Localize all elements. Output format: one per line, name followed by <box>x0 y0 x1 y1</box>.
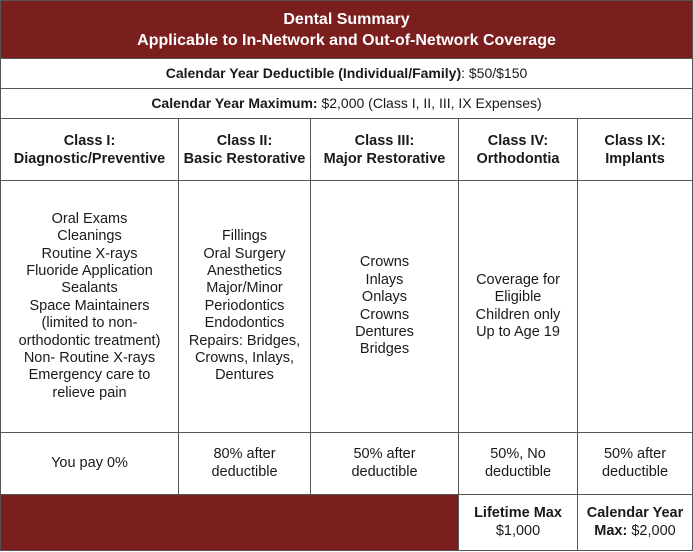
list-item: deductible <box>211 463 278 480</box>
class-header <box>459 119 578 181</box>
services-cell <box>179 181 311 433</box>
services-row <box>1 181 693 433</box>
list-item: (limited to non- <box>41 315 138 332</box>
deductible-separator: : <box>461 64 465 81</box>
services-cell <box>578 181 693 433</box>
table-title <box>1 1 693 59</box>
list-item: Eligible <box>494 289 542 306</box>
list-item: Crowns, Inlays, <box>194 350 295 367</box>
lifetime-max-label: Lifetime Max <box>474 505 562 522</box>
list-item: Non- Routine X-rays <box>23 350 156 367</box>
list-item: You pay 0% <box>51 454 128 471</box>
list-item: Bridges <box>359 341 410 358</box>
list-item: orthodontic treatment) <box>18 332 161 349</box>
services-cell <box>311 181 459 433</box>
list-item: 50% after <box>353 446 416 463</box>
list-item: deductible <box>601 463 669 480</box>
class-header <box>1 119 179 181</box>
title-line-1: Dental Summary <box>283 10 410 28</box>
list-item: Inlays <box>365 271 404 288</box>
class-desc: Implants <box>605 150 665 167</box>
title-line-2: Applicable to In-Network and Out-of-Network Coverage <box>137 31 556 49</box>
list-item: Emergency care to <box>28 367 151 384</box>
class-name: Class I: <box>63 132 116 149</box>
lifetime-max-cell <box>459 495 578 551</box>
class-desc: Orthodontia <box>476 150 560 167</box>
list-item: Oral Surgery <box>203 245 286 262</box>
list-item: Crowns <box>359 306 410 323</box>
list-item: Dentures <box>215 367 274 384</box>
list-item: Up to Age 19 <box>476 323 560 340</box>
list-item: Periodontics <box>204 297 285 314</box>
coverage-cell <box>179 433 311 495</box>
class-desc: Major Restorative <box>323 150 446 167</box>
list-item: 50%, No <box>490 446 546 463</box>
calendar-year-max-cell <box>578 495 693 551</box>
list-item: Sealants <box>61 280 118 297</box>
class-name: Class II: <box>216 132 273 149</box>
coverage-cell <box>578 433 693 495</box>
deductible-label: Calendar Year Deductible (Individual/Family) <box>165 64 462 81</box>
class-header <box>311 119 459 181</box>
list-item: Routine X-rays <box>41 245 138 262</box>
list-item: deductible <box>351 463 418 480</box>
maximum-row <box>1 89 693 119</box>
lifetime-max-value: $1,000 <box>495 522 541 539</box>
list-item: Crowns <box>359 254 410 271</box>
list-item: Children only <box>475 306 561 323</box>
coverage-cell <box>311 433 459 495</box>
list-item: Repairs: Bridges, <box>188 332 301 349</box>
class-name: Class IX: <box>604 132 666 149</box>
class-name: Class III: <box>354 132 415 149</box>
list-item: Fluoride Application <box>26 262 153 279</box>
services-cell <box>459 181 578 433</box>
list-item: 80% after <box>213 446 276 463</box>
list-item: Anesthetics <box>207 262 282 279</box>
calendar-year-max-value: $2,000 <box>627 522 676 539</box>
list-item: Endodontics <box>204 315 285 332</box>
list-item: Onlays <box>361 289 408 306</box>
maximum-value: $2,000 (Class I, II, III, IX Expenses) <box>317 94 542 111</box>
list-item: Fillings <box>221 228 268 245</box>
deductible-value: $50/$150 <box>465 64 528 81</box>
coverage-cell <box>459 433 578 495</box>
list-item: Space Maintainers <box>29 297 150 314</box>
coverage-row <box>1 433 693 495</box>
class-desc: Diagnostic/Preventive <box>13 150 166 167</box>
calendar-year-max-label-2: Max: <box>594 522 628 539</box>
class-header <box>578 119 693 181</box>
class-desc: Basic Restorative <box>183 150 306 167</box>
calendar-year-max-label: Calendar Year <box>586 505 684 522</box>
class-name: Class IV: <box>487 132 549 149</box>
list-item: Oral Exams <box>51 210 128 227</box>
list-item: Coverage for <box>476 271 560 288</box>
services-cell <box>1 181 179 433</box>
class-header-row <box>1 119 693 181</box>
list-item: relieve pain <box>52 384 127 401</box>
class-header <box>179 119 311 181</box>
maximum-label: Calendar Year Maximum: <box>151 94 318 111</box>
list-item: Dentures <box>355 323 414 340</box>
list-item: Cleanings <box>57 228 122 245</box>
list-item: Major/Minor <box>206 280 283 297</box>
list-item: deductible <box>484 463 552 480</box>
list-item: 50% after <box>603 446 667 463</box>
coverage-cell <box>1 433 179 495</box>
deductible-row <box>1 59 693 89</box>
footer-row <box>1 495 693 551</box>
footer-filler <box>1 495 459 551</box>
